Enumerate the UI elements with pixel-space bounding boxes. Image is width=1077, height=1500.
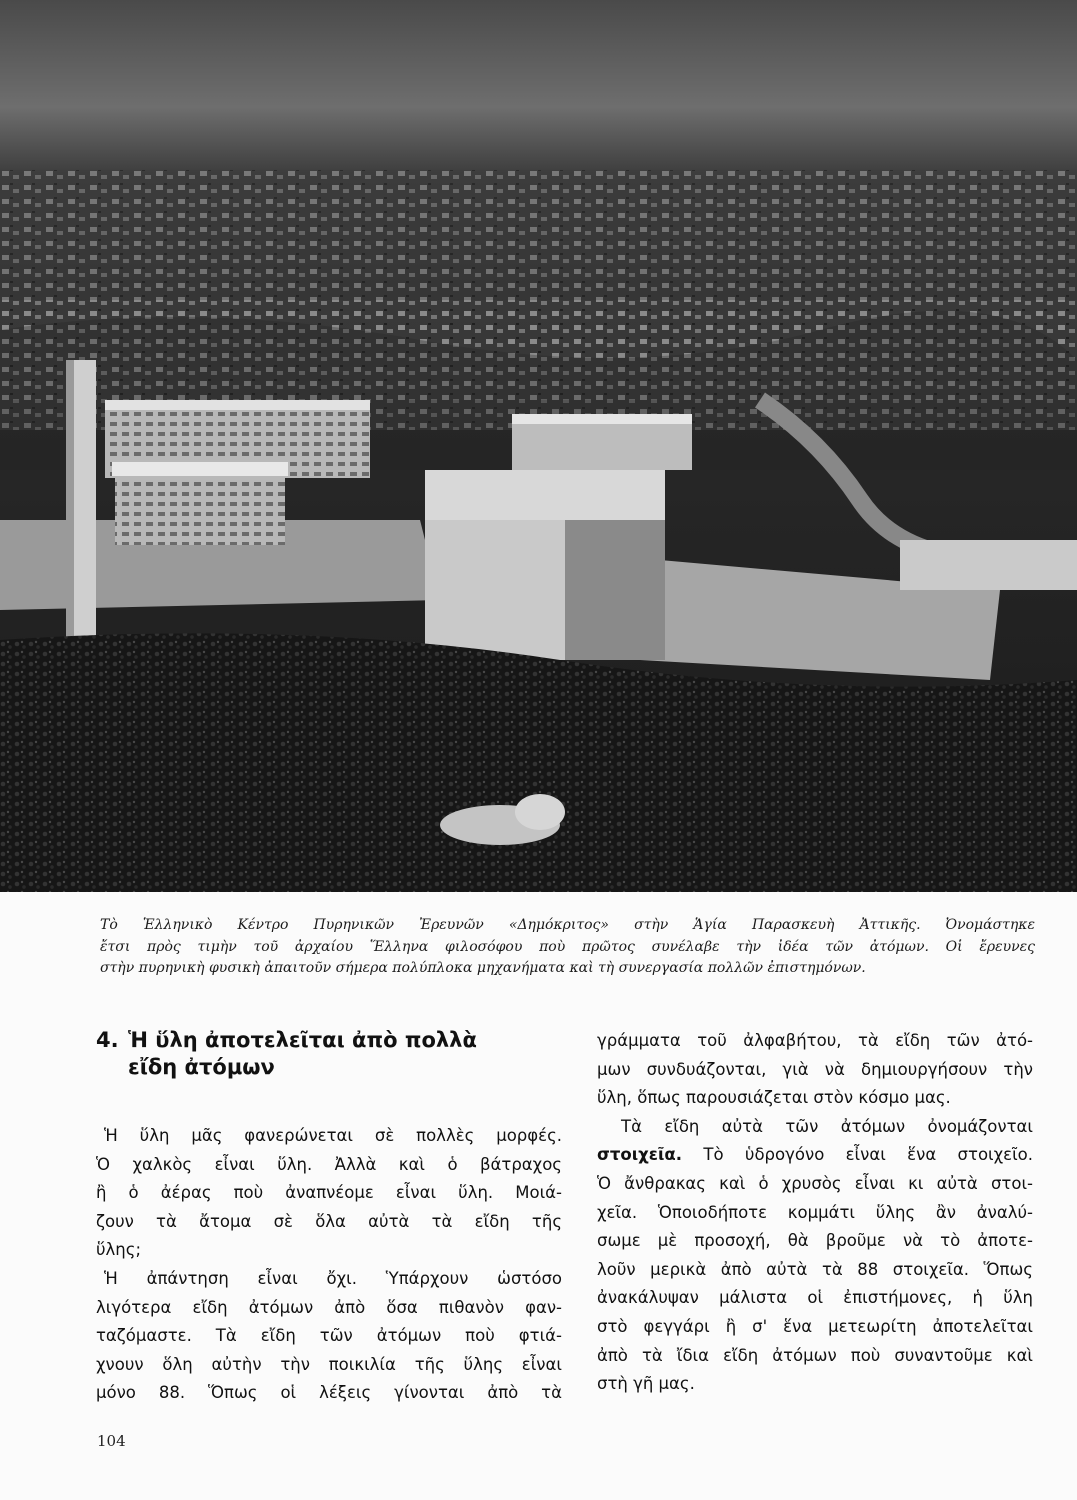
- term-elements: στοιχεῖα.: [597, 1145, 683, 1165]
- text-line: ἀνακάλυψαν μάλιστα οἱ ἐπιστήμονες, ἡ ὕλη: [597, 1288, 1033, 1308]
- text-fragment: Τὸ ὑδρογόνο εἶναι ἕνα στοιχεῖο.: [682, 1145, 1033, 1165]
- paragraph: [96, 1265, 562, 1408]
- text-line: ὕλης;: [96, 1240, 142, 1260]
- right-column: [597, 1027, 1033, 1399]
- text-line: γράμματα τοῦ ἀλφαβήτου, τὰ εἴδη τῶν ἀτό-: [597, 1031, 1033, 1050]
- text-line: Ἡ ὕλη μᾶς φανερώνεται σὲ πολλὲς μορφές.: [104, 1126, 562, 1145]
- section-title-line1: Ἡ ὕλη ἀποτελεῖται ἀπὸ πολλὰ: [128, 1028, 477, 1052]
- text-line: χνουν ὅλη αὐτὴν τὴν ποικιλία τῆς ὕλης εἶναι: [96, 1354, 562, 1374]
- text-line: λοῦν μερικὰ ἀπὸ αὐτὰ τὰ 88 στοιχεῖα. Ὅπως: [597, 1259, 1033, 1279]
- text-line: ἢ ὁ ἀέρας ποὺ ἀναπνέομε εἶναι ὕλη. Μοιά-: [96, 1183, 562, 1203]
- text-line: ταζόμαστε. Τὰ εἴδη τῶν ἀτόμων ποὺ φτιά-: [96, 1326, 562, 1346]
- caption-line: στὴν πυρηνικὴ φυσικὴ ἀπαιτοῦν σήμερα πολύπλοκα μηχανήματα καὶ τὴ συνεργασία πολλῶν ἐπιστημόνων.: [100, 960, 866, 976]
- text-line: Ὁ χαλκὸς εἶναι ὕλη. Ἀλλὰ καὶ ὁ βάτραχος: [96, 1154, 562, 1174]
- paragraph: [96, 1122, 562, 1265]
- text-line: χεῖα. Ὁποιοδήποτε κομμάτι ὕλης ἂν ἀναλύ-: [597, 1202, 1033, 1222]
- text-line: στὸ φεγγάρι ἢ σ' ἕνα μετεωρίτη ἀποτελεῖται: [597, 1316, 1033, 1336]
- text-line: λιγότερα εἴδη ἀτόμων ἀπὸ ὅσα πιθανὸν φαν-: [96, 1297, 562, 1317]
- text-line: ἀπὸ τὰ ἴδια εἴδη ἀτόμων ποὺ συναντοῦμε καὶ: [597, 1345, 1033, 1365]
- text-line: σωμε μὲ προσοχή, θὰ βροῦμε νὰ τὸ ἀποτε-: [597, 1231, 1033, 1251]
- text-line: Ἡ ἀπάντηση εἶναι ὄχι. Ὑπάρχουν ὡστόσο: [104, 1268, 562, 1288]
- left-column: [96, 1122, 562, 1408]
- caption-line: ἔτσι πρὸς τιμὴν τοῦ ἀρχαίου Ἕλληνα φιλοσόφου ποὺ πρῶτος συνέλαβε τὴν ἰδέα τῶν ἀτόμων. Οἱ ἔρευνες: [100, 938, 1035, 955]
- section-heading: [96, 1027, 566, 1081]
- text-line: Τὰ εἴδη αὐτὰ τῶν ἀτόμων ὀνομάζονται: [621, 1116, 1033, 1136]
- page-number: 104: [97, 1432, 126, 1450]
- text-line: στὴ γῆ μας.: [597, 1374, 695, 1394]
- text-line: [597, 1141, 1033, 1170]
- caption-line: Τὸ Ἑλληνικὸ Κέντρο Πυρηνικῶν Ἐρευνῶν «Δημόκριτος» στὴν Ἁγία Παρασκευὴ Ἀττικῆς. Ὀνομάστηκε: [100, 917, 1035, 933]
- section-number: 4.: [96, 1028, 119, 1052]
- text-line: Ὁ ἄνθρακας καὶ ὁ χρυσὸς εἶναι κι αὐτὰ στοι-: [597, 1173, 1033, 1193]
- section-title-line2: εἴδη ἀτόμων: [128, 1055, 275, 1079]
- text-line: ὕλη, ὅπως παρουσιάζεται στὸν κόσμο μας.: [597, 1088, 951, 1108]
- paragraph: [597, 1113, 1033, 1399]
- text-line: μων συνδυάζονται, γιὰ νὰ δημιουργήσουν τὴν: [597, 1059, 1033, 1079]
- paragraph: [597, 1027, 1033, 1113]
- text-line: μόνο 88. Ὅπως οἱ λέξεις γίνονται ἀπὸ τὰ: [96, 1383, 562, 1403]
- photo-caption: [100, 915, 1035, 980]
- text-line: ζουν τὰ ἄτομα σὲ ὅλα αὐτὰ τὰ εἴδη τῆς: [96, 1211, 562, 1231]
